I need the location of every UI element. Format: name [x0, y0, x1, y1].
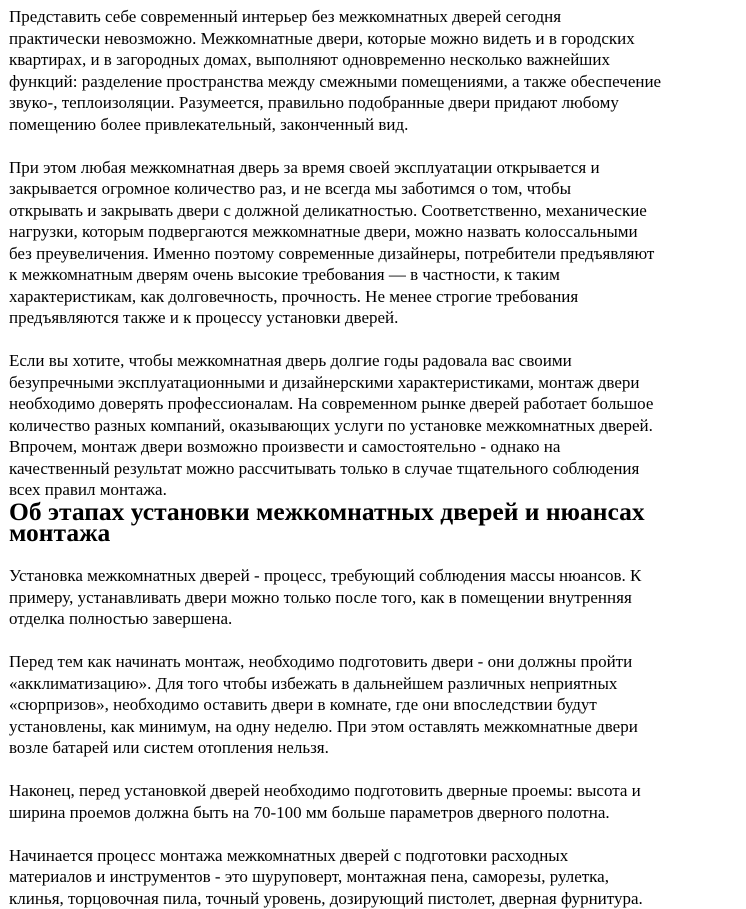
- tools-paragraph: Начинается процесс монтажа межкомнатных дверей с подготовки расходных материалов и инструментов - это шуруповерт, монтажная пена, саморезы, рулетка, клинья, торцовочная пила, точный уровень, дозирующий пистолет, дверная фурнитура.: [9, 845, 746, 909]
- doorway-paragraph: Наконец, перед установкой дверей необходимо подготовить дверные проемы: высота и ширина проемов должна быть на 70-100 мм больше параметров дверного полотна.: [9, 780, 746, 823]
- intro-paragraph: Представить себе современный интерьер без межкомнатных дверей сегодня практически невозможно. Межкомнатные двери, которые можно видеть и в городских квартирах, и в загородных домах, выполняют одновременно несколько важнейших функций: разделение пространства между смежными помещениями, а также обеспечение звуко-, теплоизоляции. Разумеется, правильно подобранные двери придают любому помещению более привлекательный, законченный вид.: [9, 6, 746, 135]
- paragraph-spacer: [9, 630, 746, 652]
- paragraph-spacer: [9, 759, 746, 781]
- installation-paragraph: Установка межкомнатных дверей - процесс, требующий соблюдения массы нюансов. К примеру, устанавливать двери можно только после того, как в помещении внутренняя отделка полностью завершена.: [9, 565, 746, 630]
- paragraph-spacer: [9, 135, 746, 157]
- paragraph-spacer: [9, 823, 746, 845]
- professionals-paragraph: Если вы хотите, чтобы межкомнатная дверь долгие годы радовала вас своими безупречными эксплуатационными и дизайнерскими характеристиками, монтаж двери необходимо доверять профессионалам. На современном рынке дверей работает большое количество разных компаний, оказывающих услуги по установке межкомнатных дверей. Впрочем, монтаж двери возможно произвести и самостоятельно - однако на качественный результат можно рассчитывать только в случае тщательного соблюдения всех правил монтажа.: [9, 350, 746, 501]
- usage-paragraph: При этом любая межкомнатная дверь за время своей эксплуатации открывается и закрывается огромное количество раз, и не всегда мы заботимся о том, чтобы открывать и закрывать двери с должной деликатностью. Соответственно, механические нагрузки, которым подвергаются межкомнатные двери, можно назвать колоссальными без преувеличения. Именно поэтому современные дизайнеры, потребители предъявляют к межкомнатным дверям очень высокие требования — в частности, к таким характеристикам, как долговечность, прочность. Не менее строгие требования предъявляются также и к процессу установки дверей.: [9, 157, 746, 329]
- acclimatization-paragraph: Перед тем как начинать монтаж, необходимо подготовить двери - они должны пройти «акклиматизацию». Для того чтобы избежать в дальнейшем различных неприятных «сюрпризов», необходимо оставить двери в комнате, где они впоследствии будут установлены, как минимум, на одну неделю. При этом оставлять межкомнатные двери возле батарей или систем отопления нельзя.: [9, 651, 746, 759]
- paragraph-spacer: [9, 544, 746, 566]
- section-heading: Об этапах установки межкомнатных дверей и нюансах монтажа: [9, 501, 746, 544]
- paragraph-spacer: [9, 329, 746, 351]
